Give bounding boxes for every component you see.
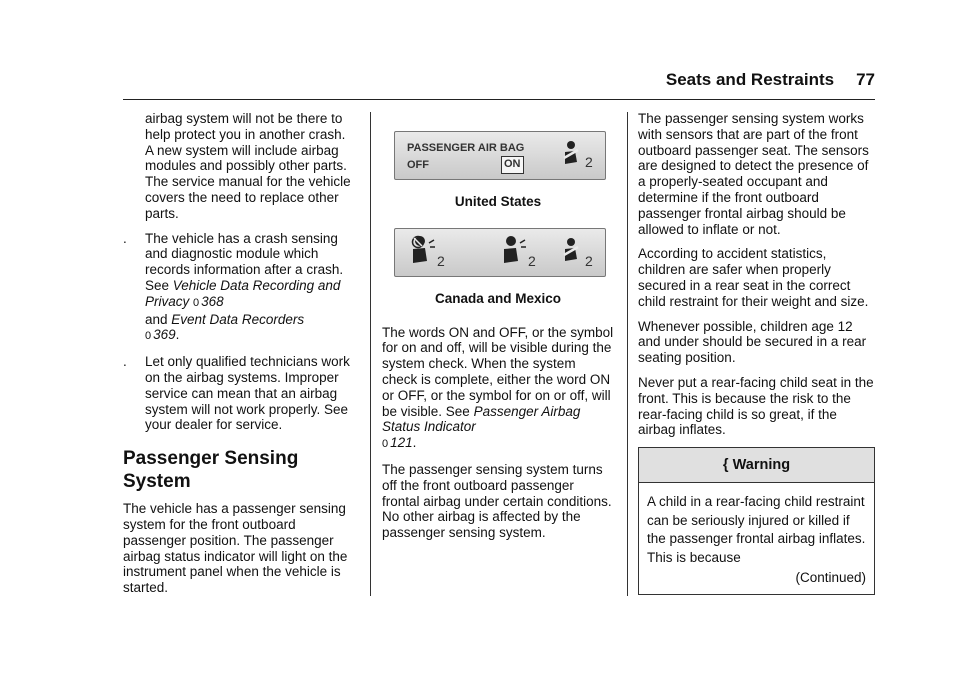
page-title: Seats and Restraints: [665, 70, 835, 89]
canada-mexico-airbag-indicator: [394, 228, 606, 277]
seatbelt-icon: [561, 237, 585, 265]
link-vehicle-data-recording[interactable]: Vehicle Data Recording and Privacy: [145, 277, 341, 309]
warning-header: [639, 448, 874, 483]
header-rule: [123, 99, 875, 100]
warning-icon: {: [722, 457, 729, 474]
section-heading-line1: Passenger Sensing: [123, 448, 299, 470]
bullet-dot: .: [123, 230, 127, 246]
bullet-text: Let only qualified technicians work on the airbag systems. Improper service can mean that an airbag system will not work properly. See your dealer for service.: [145, 354, 350, 433]
figure-caption-canada-mexico: Canada and Mexico: [434, 290, 562, 306]
page-ref-icon: 0: [145, 330, 152, 343]
page-number: 77: [856, 70, 875, 89]
page-ref-icon: 0: [382, 438, 389, 451]
warning-text: A child in a rear-facing child restraint can be seriously injured or killed if the passenger frontal airbag inflates. This is because: [647, 494, 866, 565]
indicator-on: ON: [501, 156, 524, 174]
paragraph-sensing-system: The passenger sensing system turns off the front outboard passenger frontal airbag under certain conditions. No other airbag is affected by the passenger sensing system.: [382, 461, 612, 541]
page-ref-121[interactable]: 121: [390, 435, 413, 451]
section-paragraph: The vehicle has a passenger sensing system for the front outboard passenger position. The passenger airbag status indicator will light on the instrument panel when the vehicle is started.: [123, 501, 348, 596]
paragraph-system-check: The words ON and OFF, or the symbol for on and off, will be visible during the system check. When the system check is complete, either the word ON or OFF, or the symbol for on or off, will be visible. See Passenger Airbag Status Indicator 0 121.: [382, 324, 614, 451]
seat-number: 2: [585, 252, 593, 269]
page-ref-icon: 0: [193, 296, 200, 309]
warning-body: [639, 483, 874, 594]
continued-paragraph: airbag system will not be there to help protect you in another crash. A new system will include airbag modules and possibly other parts. The service manual for the vehicle covers the need to replace other parts.: [145, 111, 351, 221]
warning-title: Warning: [732, 457, 791, 474]
paragraph-children-age: Whenever possible, children age 12 and under should be secured in a rear seating position.: [638, 318, 867, 366]
paragraph-statistics: According to accident statistics, children are safer when properly secured in a rear seat in the correct child restraint for their weight and size.: [638, 246, 869, 309]
seat-number: 2: [528, 252, 536, 269]
indicator-label: PASSENGER AIR BAG: [407, 142, 525, 154]
column-divider-2: [627, 112, 628, 596]
us-airbag-indicator: [394, 131, 606, 180]
figure-caption-us: United States: [454, 194, 542, 209]
link-passenger-airbag-status-indicator[interactable]: Passenger Airbag Status Indicator: [382, 403, 581, 435]
seat-number: 2: [437, 252, 445, 269]
paragraph-sensors: The passenger sensing system works with sensors that are part of the front outboard passenger seat. The sensors are designed to detect the presence of a properly-seated occupant and determine if the front outboard passenger frontal airbag should be allowed to inflate or not.: [638, 111, 869, 237]
column-3: [638, 111, 875, 595]
section-heading: [123, 447, 355, 493]
and-text: and: [145, 311, 172, 327]
bullet-text: The vehicle has a crash sensing and diagnostic module which records information after a crash. See: [145, 230, 344, 293]
bullet-dot: .: [123, 354, 127, 370]
warning-box: [638, 447, 875, 595]
page-ref-369[interactable]: 369: [153, 327, 176, 343]
bullet-item-crash-module: [123, 231, 355, 346]
airbag-on-symbol-icon: [500, 235, 528, 267]
period: .: [175, 327, 180, 343]
column-2: [382, 111, 614, 550]
seat-number: 2: [585, 154, 593, 170]
bullet-item-technicians: [123, 354, 355, 433]
page-ref-368[interactable]: 368: [201, 293, 224, 309]
section-heading-line2: System: [123, 471, 191, 493]
link-event-data-recorders[interactable]: Event Data Recorders: [171, 311, 305, 327]
column-divider-1: [370, 112, 371, 596]
seatbelt-off-icon: [561, 140, 585, 168]
page-header: [123, 70, 875, 96]
paragraph-rear-facing: Never put a rear-facing child seat in the front. This is because the risk to the rear-facing child is so great, if the airbag inflates.: [638, 374, 874, 438]
continued-label: (Continued): [795, 570, 866, 586]
airbag-off-symbol-icon: [409, 235, 437, 267]
indicator-off: OFF: [407, 159, 429, 171]
column-1: [123, 111, 355, 605]
